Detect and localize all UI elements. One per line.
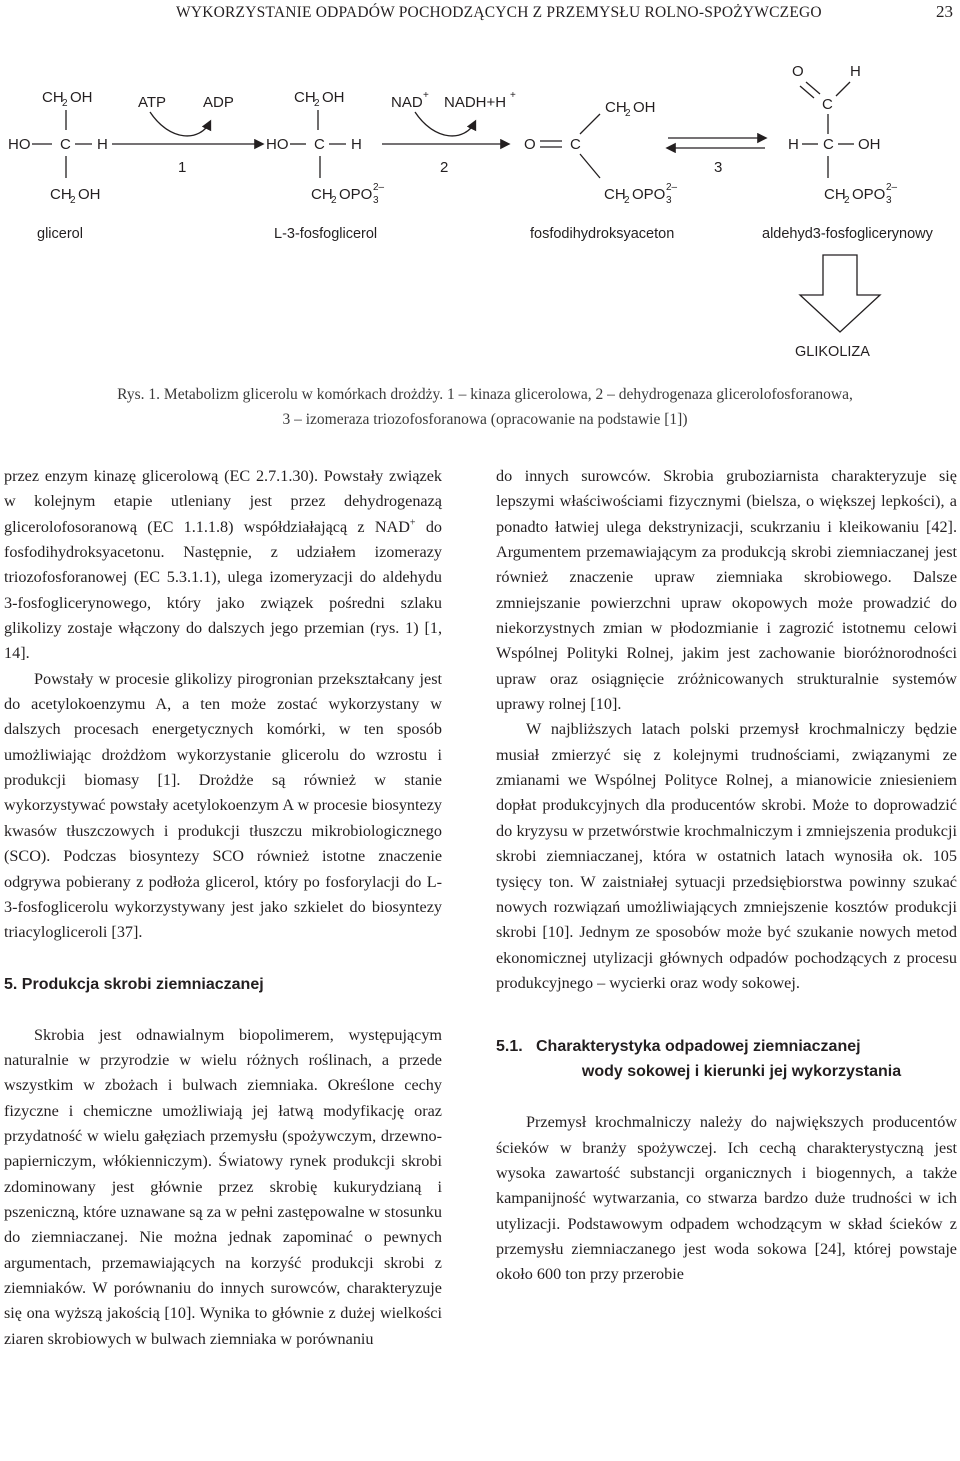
svg-text:CH: CH [605, 99, 627, 116]
svg-text:C: C [823, 136, 834, 153]
g3p-structure [762, 63, 934, 242]
svg-text:CH: CH [604, 186, 626, 203]
svg-text:3: 3 [666, 195, 672, 206]
right-paragraph-3: Przemysł krochmalniczy należy do największych producentów ścieków w branży spożywczej. Ich cechą charakterystyczną jest wysoka zawartość substancji organicznych i biogennych, a także kampanijność wytwarzania, co stwarza bardzo duże trudności w ich utylizacji. Podstawowym odpadem wchodzącym w skład ścieków z przemysłu ziemniaczanego jest woda sokowa [24], której powstaje około 600 ton przy przerobie [496, 1113, 957, 1284]
svg-text:3: 3 [886, 195, 892, 206]
svg-text:2: 2 [314, 98, 320, 109]
svg-text:O: O [792, 63, 804, 80]
g3p-label: aldehyd3-fosfoglicerynowy [762, 226, 933, 242]
svg-text:CH: CH [50, 186, 72, 203]
svg-text:H: H [97, 136, 108, 153]
svg-text:H: H [850, 63, 861, 80]
svg-text:2: 2 [62, 98, 68, 109]
subsection-title-line-2: wody sokowej i kierunki jej wykorzystania [581, 1063, 902, 1081]
caption-line-1: Rys. 1. Metabolizm glicerolu w komórkach drożdży. 1 – kinaza glicerolowa, 2 – dehydrogenaza glicerolofosforanowa, [117, 386, 853, 403]
svg-text:H: H [788, 136, 799, 153]
svg-text:CH: CH [824, 186, 846, 203]
svg-text:2: 2 [844, 195, 850, 206]
nadh-label: NADH+H [444, 94, 507, 111]
subsection-number: 5.1. [496, 1038, 523, 1056]
page-number: 23 [936, 2, 953, 21]
right-paragraph-1: do innych surowców. Skrobia gruboziarnista charakteryzuje się lepszymi właściwościami fizycznymi (bielsza, o większej lepkości), a ponadto łatwiej ulega dekstrynizacji, scukrzaniu i kleikowaniu [42]. Argumentem przemawiającym za produkcją skrobi ziemniaczanej jest również znaczenie upraw ziemniaka skrobiowego. Dalsze zmniejszanie powierzchni upraw okopowych może prowadzić do niekorzystnych zmian w płodozmianie i zagrozić istotnemu celowi Wspólnej Polityki Rolnej, jakim jest zachowanie bioróżnorodności upraw oraz osiągnięcie zróżnicowanych strukturalnie systemów uprawy rolnej [10]. [496, 467, 957, 714]
svg-text:2–: 2– [666, 182, 678, 193]
left-column [4, 464, 442, 1352]
step-1-number: 1 [178, 159, 187, 176]
section-heading: 5. Produkcja skrobi ziemniaczanej [4, 975, 264, 993]
nadh-charge: + [510, 90, 516, 101]
step-2-number: 2 [440, 159, 449, 176]
svg-text:3: 3 [373, 195, 379, 206]
atp-label: ATP [138, 94, 167, 111]
svg-text:CH: CH [311, 186, 333, 203]
left-paragraph-2: Powstały w procesie glikolizy pirogronian przekształcany jest do acetylokoenzymu A, a ten może zostać wykorzystany w dalszych procesach energetycznych komórki, w ten sposób umożliwiając drożdżom wykorzystanie glicerolu do wzrostu i produkcji biomasy [1]. Drożdże są również w stanie wykorzystywać powstały acetylokoenzym A w procesie biosyntezy kwasów tłuszczowych i produkcji tłuszczu mikrobiologicznego (SCO). Podczas biosyntezy SCO również istotne znaczenie odgrywa pobierany z podłoża glicerol, który po fosforylacji do L-3-fosfoglicerolu wykorzystywany jest jako szkielet do biosyntezy triacylogliceroli [37]. [4, 669, 442, 942]
glycerol-metabolism-scheme [0, 40, 960, 370]
left-paragraph-1: przez enzym kinazę glicerolową (EC 2.7.1.30). Powstały związek w kolejnym etapie utleniany jest przez dehydrogenazą glicerolofosoranową (EC 1.1.1.8) współdziałającą z NAD+ do fosfodihydroksyacetonu. Następnie, z udziałem izomerazy triozofosforanowej (EC 5.3.1.1), ulega izomeryzacji do aldehydu 3-fosfoglicerynowego, który jako związek pośredni szlaku glikolizy zostaje włączony do dalszych jego przemian (rys. 1) [1, 14]. [4, 467, 443, 663]
dhap-label: fosfodihydroksyaceton [530, 226, 675, 242]
step-2-arrow [382, 90, 516, 176]
svg-text:O: O [524, 136, 536, 153]
svg-text:2–: 2– [373, 182, 385, 193]
step-3-number: 3 [714, 159, 723, 176]
glycerol-label: glicerol [37, 226, 83, 242]
glycerol-structure [8, 89, 108, 242]
svg-text:OH: OH [858, 136, 881, 153]
right-paragraph-2: W najbliższych latach polski przemysł krochmalniczy będzie musiał zmierzyć się z kolejnymi trudnościami, związanymi ze zmianami we Wspólnej Polityce Rolnej, a mianowicie zniesieniem dopłat produkcyjnych dla producentów skrobi. Może to doprowadzić do kryzysu w przetwórstwie krochmalniczym i zmniejszenia produkcji skrobi ziemniaczanej, która w ostatnich latach wynosiła ok. 105 tysięcy ton. W zaistniałej sytuacji przedsiębiorstwa powinny szukać nowych rozwiązań umożliwiających zmniejszenie kosztów produkcji skrobi [10]. Jednym ze sposobów może być szukanie nowych metod ekonomicznej utylizacji głównych odpadów pochodzących z procesu produkcyjnego – wycierki oraz wody sokowej. [496, 720, 957, 992]
svg-text:OH: OH [78, 186, 101, 203]
running-header [0, 2, 960, 24]
svg-text:2: 2 [624, 195, 630, 206]
step-1-arrow [112, 94, 262, 176]
svg-text:OPO: OPO [632, 186, 666, 203]
nad-superscript: + [409, 517, 416, 529]
svg-text:C: C [60, 136, 71, 153]
left-paragraph-3: Skrobia jest odnawialnym biopolimerem, występującym naturalnie w przyrodzie w wielu różnych roślinach, a przede wszystkim w zbożach i bulwach ziemniaka. Określone cechy fizyczne i chemiczne umożliwiają jej łatwą modyfikację oraz przydatność w wielu gałęziach przemysłu (spożywczym, drzewno-papierniczym, włókienniczym). Światowy rynek produkcji skrobi zdominowany jest głównie przez skrobię kukurydzianą i pszeniczną, które uznawane są za w pełni zastępowalne w stosunku do ziemniaczanej. Nie można jednak zapominać o pewnych argumentach, przemawiających na korzyść produkcji skrobi z ziemniaków. W porównaniu do innych surowców, charakteryzuje się ona wyższą jakością [10]. Wynika to głównie z dużej wielkości ziaren skrobiowych w bulwach ziemniaka w porównaniu [4, 1025, 442, 1348]
svg-text:OH: OH [633, 99, 656, 116]
svg-text:2: 2 [331, 195, 337, 206]
svg-text:2–: 2– [886, 182, 898, 193]
caption-line-2: 3 – izomeraza triozofosforanowa (opracowanie na podstawie [1]) [282, 411, 688, 428]
svg-text:2: 2 [70, 195, 76, 206]
l3p-label: L-3-fosfoglicerol [274, 226, 378, 242]
svg-text:OH: OH [70, 89, 93, 106]
step-3-arrow [668, 138, 765, 176]
svg-text:OH: OH [322, 89, 345, 106]
glycolysis-label: GLIKOLIZA [795, 344, 870, 360]
svg-text:C: C [822, 96, 833, 113]
svg-text:H: H [351, 136, 362, 153]
svg-text:OPO: OPO [852, 186, 886, 203]
svg-text:CH: CH [42, 89, 64, 106]
l3-phosphoglycerol-structure [266, 89, 385, 242]
svg-text:2: 2 [625, 108, 631, 119]
svg-text:HO: HO [266, 136, 289, 153]
subsection-heading [496, 1034, 957, 1084]
adp-label: ADP [203, 94, 234, 111]
dhap-structure [524, 99, 678, 242]
figure-caption [60, 382, 910, 432]
svg-text:C: C [314, 136, 325, 153]
right-column [496, 464, 957, 1288]
glycolysis-arrow [795, 255, 880, 360]
svg-text:OPO: OPO [339, 186, 373, 203]
svg-text:HO: HO [8, 136, 31, 153]
running-title: WYKORZYSTANIE ODPADÓW POCHODZĄCYCH Z PRZEMYSŁU ROLNO-SPOŻYWCZEGO [176, 4, 822, 21]
nad-label: NAD [391, 94, 423, 111]
subsection-title-line-1: Charakterystyka odpadowej ziemniaczanej [536, 1038, 861, 1056]
nad-charge: + [423, 90, 429, 101]
svg-text:C: C [570, 136, 581, 153]
svg-text:CH: CH [294, 89, 316, 106]
